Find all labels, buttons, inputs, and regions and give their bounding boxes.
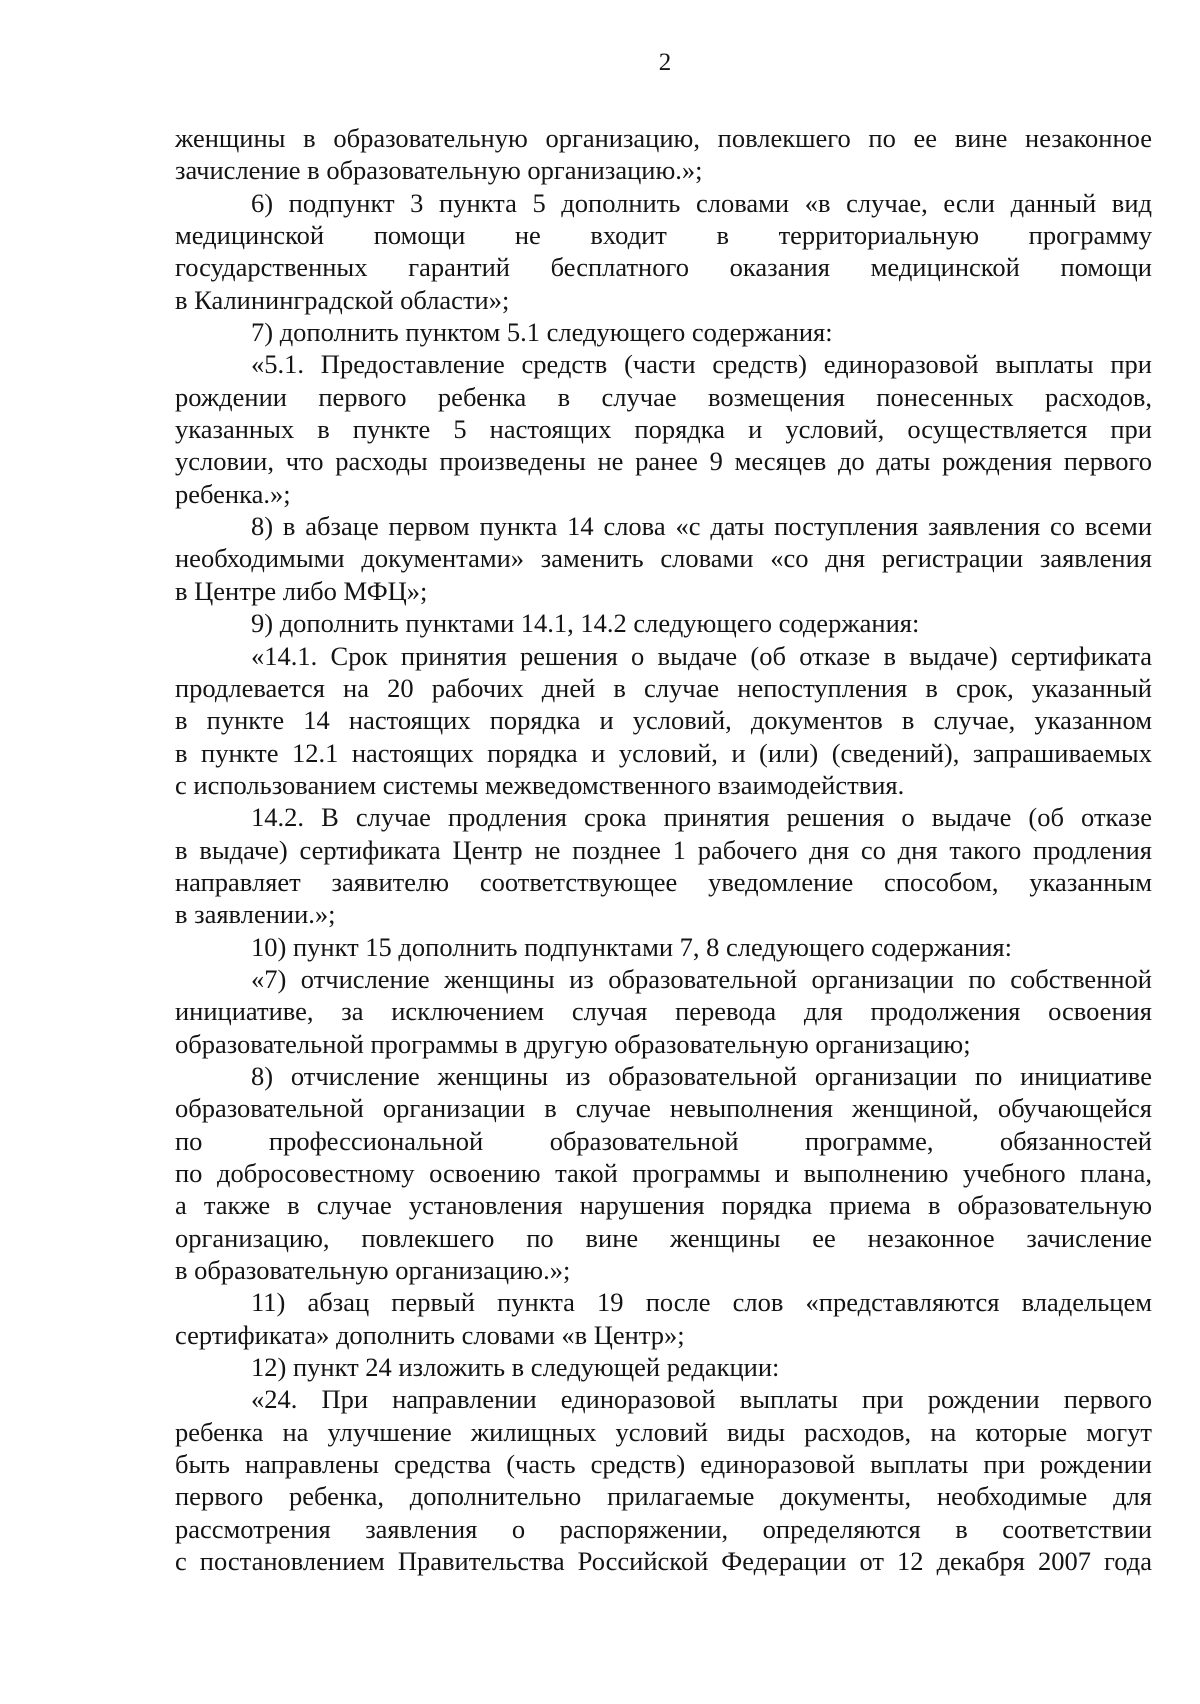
text-line: рождении первого ребенка в случае возмещения понесенных расходов, (175, 381, 1152, 412)
text-line: «24. При направлении единоразовой выплаты при рождении первого (251, 1384, 1152, 1415)
text-line: продлевается на 20 рабочих дней в случае непоступления в срок, указанный (175, 672, 1152, 703)
text-line: с постановлением Правительства Российской Федерации от 12 декабря 2007 года (175, 1546, 1152, 1577)
text-line: ребенка.»; (175, 478, 291, 509)
text-line: 7) дополнить пунктом 5.1 следующего содержания: (251, 317, 833, 348)
text-line: с использованием системы межведомственного взаимодействия. (175, 769, 905, 800)
text-line: по добросовестному освоению такой программы и выполнению учебного плана, (175, 1158, 1152, 1188)
text-line: в пункте 14 настоящих порядка и условий, документов в случае, указанном (175, 705, 1152, 736)
text-line: первого ребенка, дополнительно прилагаемые документы, необходимые для (175, 1481, 1152, 1512)
text-line: образовательной организации в случае невыполнения женщиной, обучающейся (175, 1093, 1152, 1124)
text-line: женщины в образовательную организацию, повлекшего по ее вине незаконное (175, 123, 1152, 153)
text-line: в образовательную организацию.»; (175, 1255, 571, 1286)
text-line: 6) подпункт 3 пункта 5 дополнить словами «в случае, если данный вид (251, 187, 1152, 218)
text-line: в заявлении.»; (175, 899, 336, 930)
text-line: быть направлены средства (часть средств) единоразовой выплаты при рождении (175, 1449, 1152, 1480)
text-line: а также в случае установления нарушения порядка приема в образовательную (175, 1190, 1152, 1221)
text-line: 10) пункт 15 дополнить подпунктами 7, 8 следующего содержания: (251, 931, 1012, 962)
text-line: «7) отчисление женщины из образовательной организации по собственной (251, 963, 1152, 994)
text-line: в выдаче) сертификата Центр не позднее 1 рабочего дня со дня такого продления (175, 834, 1152, 865)
text-line: указанных в пункте 5 настоящих порядка и условий, осуществляется при (175, 414, 1152, 445)
text-line: сертификата» дополнить словами «в Центр»; (175, 1319, 685, 1350)
text-line: инициативе, за исключением случая перевода для продолжения освоения (175, 996, 1152, 1027)
text-line: 11) абзац первый пункта 19 после слов «представляются владельцем (251, 1287, 1152, 1318)
text-line: зачисление в образовательную организацию.»; (175, 155, 703, 186)
text-line: «14.1. Срок принятия решения о выдаче (об отказе в выдаче) сертификата (251, 640, 1152, 671)
text-line: государственных гарантий бесплатного оказания медицинской помощи (175, 252, 1152, 283)
text-line: организацию, повлекшего по вине женщины ее незаконное зачисление (175, 1222, 1152, 1253)
text-line: 8) отчисление женщины из образовательной организации по инициативе (251, 1060, 1152, 1091)
text-line: направляет заявителю соответствующее уведомление способом, указанным (175, 866, 1152, 897)
text-line: необходимыми документами» заменить словами «со дня регистрации заявления (175, 543, 1152, 574)
text-line: ребенка на улучшение жилищных условий виды расходов, на которые могут (175, 1416, 1152, 1447)
text-line: в Калининградской области»; (175, 284, 510, 315)
text-line: 9) дополнить пунктами 14.1, 14.2 следующего содержания: (251, 608, 920, 639)
text-line: по профессиональной образовательной программе, обязанностей (175, 1125, 1152, 1156)
text-line: образовательной программы в другую образовательную организацию; (175, 1028, 971, 1059)
text-line: «5.1. Предоставление средств (части средств) единоразовой выплаты при (251, 349, 1152, 380)
document-body (175, 122, 1152, 1577)
text-line: 12) пункт 24 изложить в следующей редакции: (251, 1352, 780, 1383)
text-line: рассмотрения заявления о распоряжении, определяются в соответствии (175, 1513, 1152, 1544)
text-line: в пункте 12.1 настоящих порядка и условий, и (или) (сведений), запрашиваемых (175, 737, 1152, 768)
text-line: условии, что расходы произведены не ранее 9 месяцев до даты рождения первого (175, 446, 1152, 477)
page-number: 2 (658, 49, 672, 76)
text-line: в Центре либо МФЦ»; (175, 575, 428, 606)
text-line: медицинской помощи не входит в территориальную программу (175, 220, 1152, 251)
text-line: 14.2. В случае продления срока принятия решения о выдаче (об отказе (251, 802, 1152, 833)
text-line: 8) в абзаце первом пункта 14 слова «с даты поступления заявления со всеми (251, 511, 1152, 542)
